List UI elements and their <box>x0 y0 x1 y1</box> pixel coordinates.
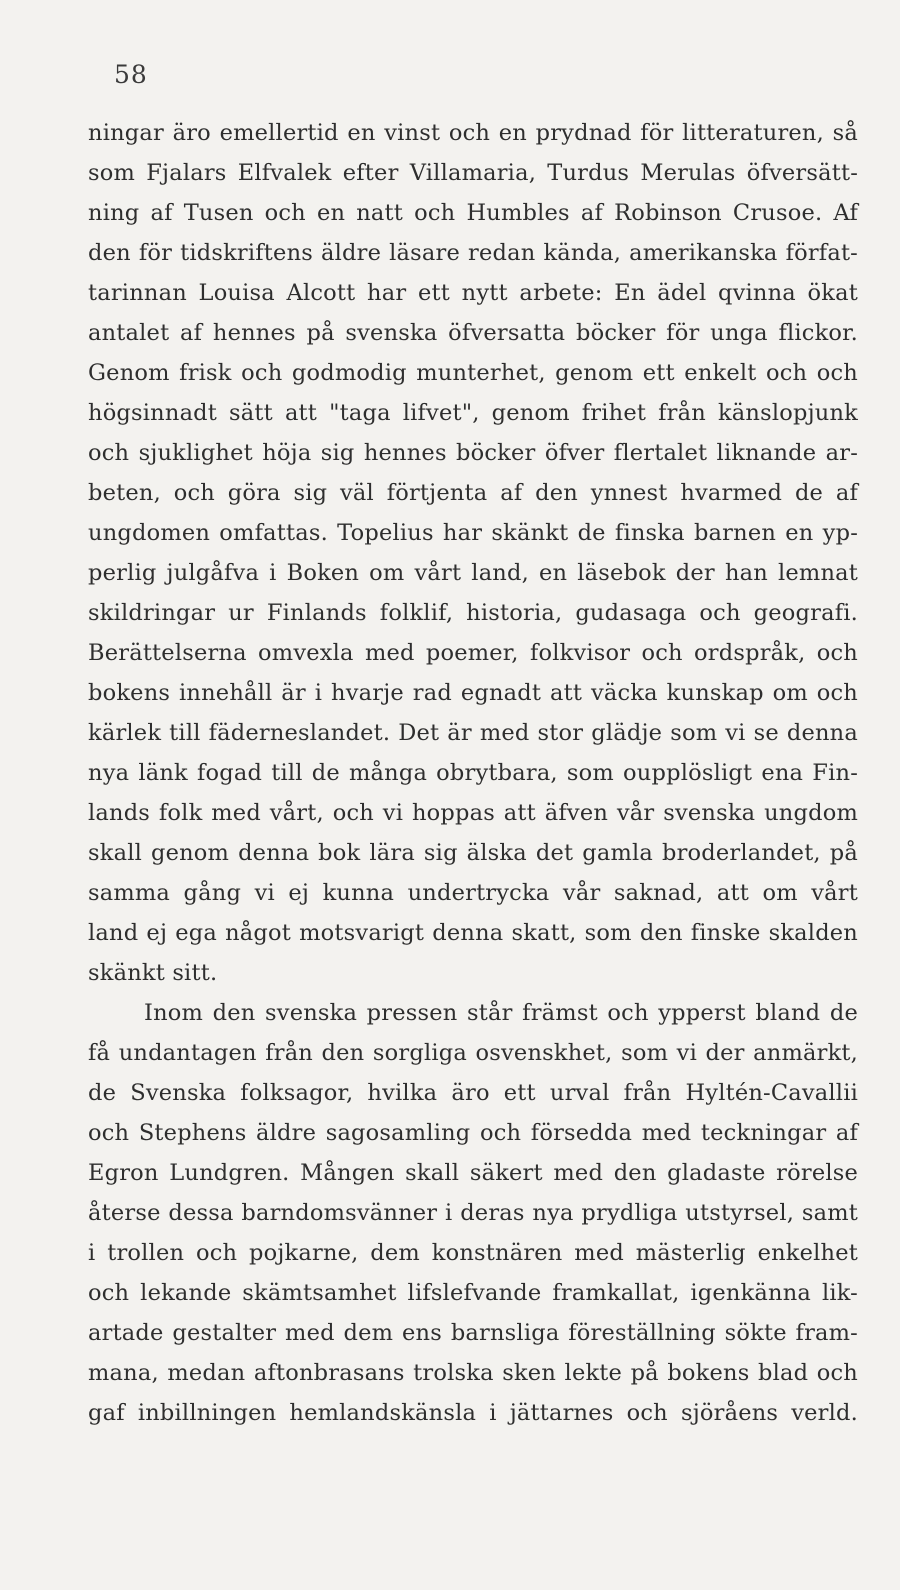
text-line: Inom den svenska pressen står främst och ypperst bland de <box>144 1000 858 1026</box>
text-line: Berättelserna omvexla med poemer, folkvisor och ordspråk, och <box>88 640 858 666</box>
text-line: Genom frisk och godmodig munterhet, genom ett enkelt och och <box>88 360 858 386</box>
text-line: ungdomen omfattas. Topelius har skänkt de finska barnen en yp- <box>88 520 858 546</box>
text-line: återse dessa barndomsvänner i deras nya prydliga utstyrsel, samt <box>88 1200 858 1226</box>
text-line: perlig julgåfva i Boken om vårt land, en läsebok der han lemnat <box>88 560 858 586</box>
text-line: skildringar ur Finlands folklif, historia, gudasaga och geografi. <box>88 600 858 626</box>
text-line: gaf inbillningen hemlandskänsla i jättarnes och sjöråens verld. <box>88 1400 858 1426</box>
text-line: lands folk med vårt, och vi hoppas att äfven vår svenska ungdom <box>88 800 858 826</box>
text-line: kärlek till fäderneslandet. Det är med stor glädje som vi se denna <box>88 720 858 746</box>
text-line: i trollen och pojkarne, dem konstnären med mästerlig enkelhet <box>88 1240 858 1266</box>
text-line: ningar äro emellertid en vinst och en prydnad för litteraturen, så <box>88 120 858 146</box>
text-line: ning af Tusen och en natt och Humbles af Robinson Crusoe. Af <box>88 200 858 226</box>
text-line: land ej ega något motsvarigt denna skatt, som den finske skalden <box>88 920 858 946</box>
text-line: den för tidskriftens äldre läsare redan kända, amerikanska förfat- <box>88 240 858 266</box>
text-line: antalet af hennes på svenska öfversatta böcker för unga flickor. <box>88 320 858 346</box>
text-line: mana, medan aftonbrasans trolska sken lekte på bokens blad och <box>88 1360 858 1386</box>
text-line: få undantagen från den sorgliga osvenskhet, som vi der anmärkt, <box>88 1040 858 1066</box>
page-number: 58 <box>114 60 148 89</box>
text-line: som Fjalars Elfvalek efter Villamaria, Turdus Merulas öfversätt- <box>88 160 858 186</box>
text-line: bokens innehåll är i hvarje rad egnadt att väcka kunskap om och <box>88 680 858 706</box>
text-line: samma gång vi ej kunna undertrycka vår saknad, att om vårt <box>88 880 858 906</box>
text-line: de Svenska folksagor, hvilka äro ett urval från Hyltén-Cavallii <box>88 1080 858 1106</box>
text-line: och sjuklighet höja sig hennes böcker öfver flertalet liknande ar- <box>88 440 858 466</box>
text-line: och Stephens äldre sagosamling och försedda med teckningar af <box>88 1120 858 1146</box>
text-line: beten, och göra sig väl förtjenta af den ynnest hvarmed de af <box>88 480 858 506</box>
text-line: artade gestalter med dem ens barnsliga föreställning sökte fram- <box>88 1320 858 1346</box>
text-line: tarinnan Louisa Alcott har ett nytt arbete: En ädel qvinna ökat <box>88 280 858 306</box>
text-line: och lekande skämtsamhet lifslefvande framkallat, igenkänna lik- <box>88 1280 858 1306</box>
text-line: högsinnadt sätt att "taga lifvet", genom frihet från känslopjunk <box>88 400 858 426</box>
text-line: Egron Lundgren. Mången skall säkert med den gladaste rörelse <box>88 1160 858 1186</box>
text-line: nya länk fogad till de många obrytbara, som oupplösligt ena Fin- <box>88 760 858 786</box>
text-line: skall genom denna bok lära sig älska det gamla broderlandet, på <box>88 840 858 866</box>
text-line: skänkt sitt. <box>88 960 218 986</box>
